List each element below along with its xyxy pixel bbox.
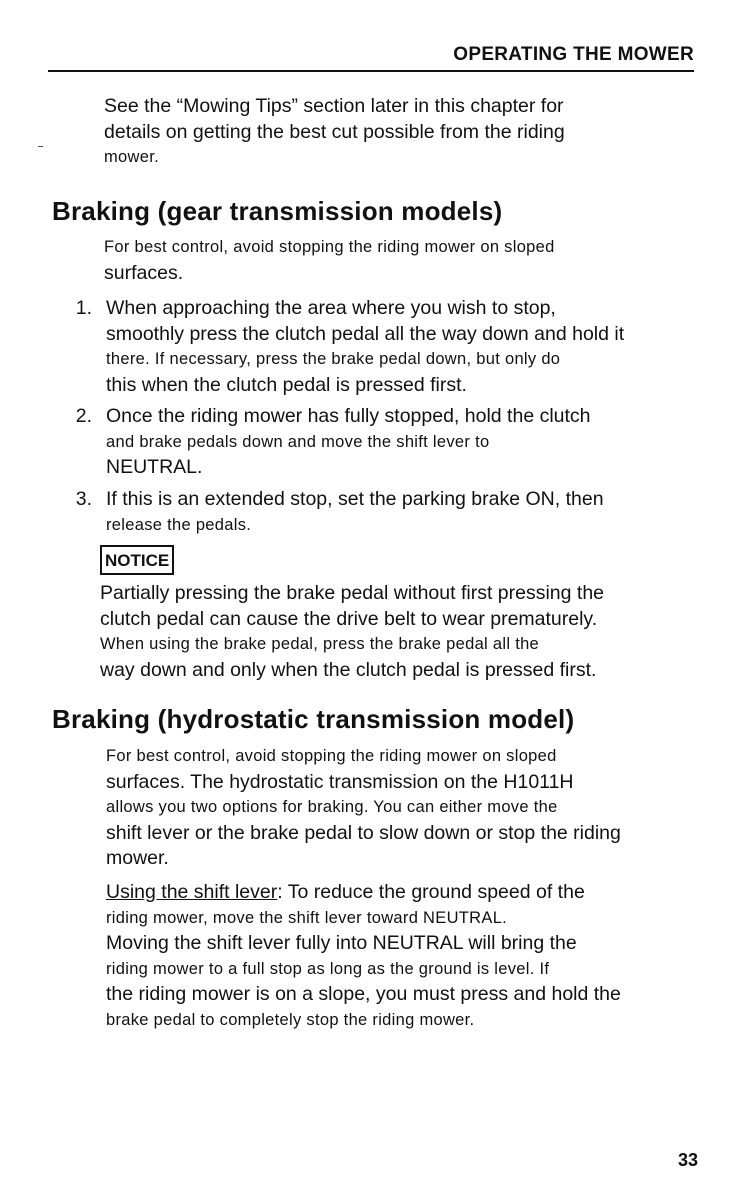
notice-label: NOTICE [100, 545, 174, 575]
step-text [106, 296, 624, 398]
text-line: clutch pedal can cause the drive belt to wear prematurely. [100, 607, 598, 630]
intro-paragraph [104, 94, 565, 171]
text-line: riding mower, move the shift lever toward NEUTRAL. [106, 908, 508, 927]
step-number: 3. [75, 488, 92, 510]
step-number: 2. [75, 405, 92, 427]
text-line: If this is an extended stop, set the parking brake ON, then [106, 488, 604, 510]
text-line: NEUTRAL. [106, 456, 203, 478]
hydro-paragraph-2 [106, 880, 621, 1033]
text-line: When using the brake pedal, press the brake pedal all the [100, 635, 540, 653]
subheading-label: Using the shift lever [106, 881, 278, 903]
text-line: mower. [106, 847, 169, 869]
text-line: surfaces. [104, 261, 184, 284]
text-line: there. If necessary, press the brake pedal down, but only do [106, 350, 561, 368]
text-line: smoothly press the clutch pedal all the way down and hold it [106, 322, 625, 345]
text-line: surfaces. The hydrostatic transmission on the H1011H [106, 770, 574, 793]
page-number: 33 [677, 1150, 698, 1170]
text-line: Once the riding mower has fully stopped, hold the clutch [106, 405, 591, 427]
text-line: and brake pedals down and move the shift lever to [106, 432, 490, 451]
text-line: allows you two options for braking. You can either move the [106, 798, 558, 816]
scan-mark [38, 146, 43, 147]
text-line: riding mower to a full stop as long as the ground is level. If [106, 959, 550, 978]
text-line: brake pedal to completely stop the riding mower. [106, 1010, 475, 1029]
section-heading-gear: Braking (gear transmission models) [52, 196, 503, 226]
section-heading-hydro: Braking (hydrostatic transmission model) [52, 704, 575, 734]
step-text [106, 404, 591, 481]
text-line: shift lever or the brake pedal to slow down or stop the riding [106, 821, 621, 844]
gear-intro-paragraph [104, 235, 555, 286]
text-line: Partially pressing the brake pedal without first pressing the [100, 582, 605, 604]
running-header: OPERATING THE MOWER [453, 44, 694, 65]
text-line: this when the clutch pedal is pressed first. [106, 373, 467, 396]
text-line: mower. [104, 148, 159, 166]
text-line: way down and only when the clutch pedal is pressed first. [100, 658, 597, 681]
text-line: the riding mower is on a slope, you must press and hold the [106, 983, 621, 1005]
text-line [106, 880, 621, 906]
text-line: Moving the shift lever fully into NEUTRAL will bring the [106, 932, 577, 954]
text-line: details on getting the best cut possible from the riding [104, 120, 565, 143]
text-fragment: : To reduce the ground speed of the [277, 881, 585, 903]
text-line: When approaching the area where you wish to stop, [106, 297, 556, 319]
header-rule [48, 70, 694, 72]
step-text [106, 487, 604, 538]
step-number: 1. [75, 297, 92, 319]
text-line: release the pedals. [106, 515, 252, 534]
text-line: For best control, avoid stopping the riding mower on sloped [106, 747, 557, 765]
text-line: For best control, avoid stopping the riding mower on sloped [104, 238, 555, 256]
hydro-paragraph-1 [106, 744, 621, 872]
notice-paragraph [100, 581, 604, 683]
text-line: See the “Mowing Tips” section later in this chapter for [104, 95, 564, 117]
